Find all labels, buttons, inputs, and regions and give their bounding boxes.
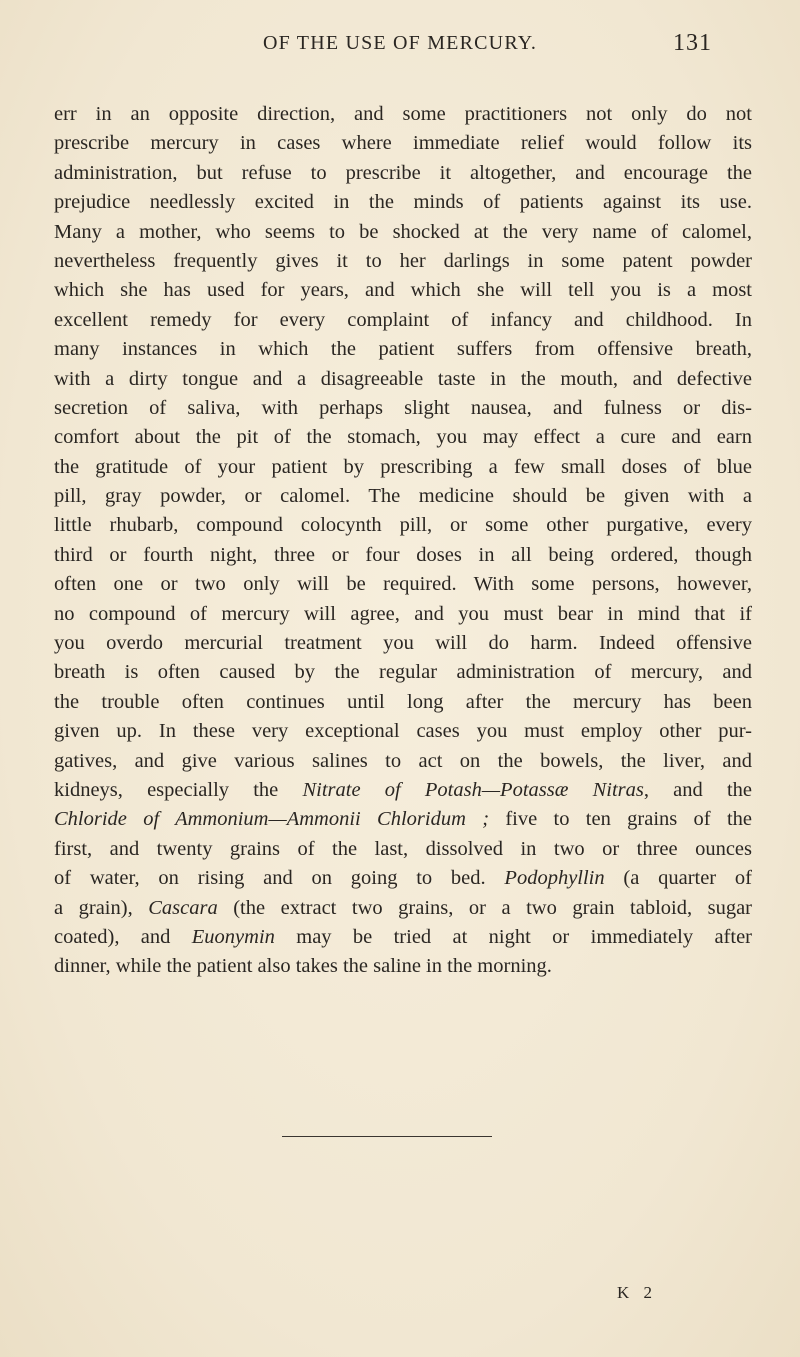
running-head [0,32,800,62]
text-segment: little rhubarb, compound colocynth pill, or some other purgative, every [54,514,752,537]
text-line [54,100,752,129]
text-line [54,482,752,511]
text-segment: (the extract two grains, or a two grain tabloid, sugar [217,896,753,919]
running-title: OF THE USE OF MERCURY. [262,32,538,54]
text-line [54,541,752,570]
text-segment: many instances in which the patient suffers from offensive breath, [54,338,752,361]
text-segment: no compound of mercury will agree, and you must bear in mind that if [54,602,752,625]
text-line [54,365,752,394]
text-line [54,894,752,923]
text-segment: which she has used for years, and which she will tell you is a most [54,279,752,302]
text-segment: with a dirty tongue and a disagreeable taste in the mouth, and defective [54,367,752,390]
text-line [54,688,752,717]
printer-signature-mark: K 2 [617,1283,658,1302]
text-segment: excellent remedy for every complaint of infancy and childhood. In [54,308,752,331]
italic-term: Euonymin [191,925,275,948]
text-line [54,335,752,364]
text-segment: prejudice needlessly excited in the minds of patients against its use. [54,191,752,214]
text-segment: Many a mother, who seems to be shocked at the very name of calomel, [54,220,752,243]
text-segment: administration, but refuse to prescribe it altogether, and encourage the [54,161,752,184]
text-segment: a grain), [54,896,149,919]
text-line [54,159,752,188]
text-segment: often one or two only will be required. With some persons, however, [54,573,752,596]
text-segment: the trouble often continues until long after the mercury has been [54,690,752,713]
text-line [54,570,752,599]
text-line [54,129,752,158]
text-segment: coated), and [54,925,192,948]
text-segment: dinner, while the patient also takes the saline in the morning. [54,955,552,978]
italic-term: Nitrate of Potash—Potassæ Nitras [302,778,644,801]
text-segment: of water, on rising and on going to bed. [54,867,505,890]
text-segment: the gratitude of your patient by prescribing a few small doses of blue [54,455,752,478]
text-segment: five to ten grains of the [489,808,752,831]
text-segment: given up. In these very exceptional cases you must employ other pur- [54,720,752,743]
text-line [54,952,752,981]
text-segment: breath is often caused by the regular administration of mercury, and [54,661,752,684]
text-line [54,835,752,864]
text-line [54,188,752,217]
italic-term: Cascara [148,896,218,919]
text-segment: secretion of saliva, with perhaps slight nausea, and fulness or dis- [54,396,752,419]
text-line [54,511,752,540]
text-segment: prescribe mercury in cases where immediate relief would follow its [54,132,752,155]
text-line [54,247,752,276]
text-line [54,864,752,893]
text-line [54,423,752,452]
text-segment: nevertheless frequently gives it to her darlings in some patent powder [54,249,752,272]
text-segment: may be tried at night or immediately after [274,925,752,948]
page-number: 131 [673,30,712,56]
text-line [54,600,752,629]
text-line [54,306,752,335]
text-segment: comfort about the pit of the stomach, you may effect a cure and earn [54,426,752,449]
text-segment: pill, gray powder, or calomel. The medicine should be given with a [54,485,752,508]
text-line [54,717,752,746]
text-segment: first, and twenty grains of the last, dissolved in two or three ounces [54,837,752,860]
text-line [54,776,752,805]
text-line [54,629,752,658]
italic-term: Podophyllin [504,867,605,890]
text-segment: (a quarter of [604,867,752,890]
text-line [54,658,752,687]
text-segment: err in an opposite direction, and some practitioners not only do not [54,103,752,125]
text-segment: kidneys, especially the [54,778,303,801]
text-segment: gatives, and give various salines to act on the bowels, the liver, and [54,749,752,772]
text-segment: third or fourth night, three or four doses in all being ordered, though [54,543,752,566]
text-line [54,276,752,305]
body-paragraph [54,100,752,982]
text-line [54,747,752,776]
text-line [54,805,752,834]
text-segment: , and the [643,778,752,801]
text-line [54,218,752,247]
text-line [54,923,752,952]
italic-term: Chloride of Ammonium—Ammonii Chloridum ; [54,808,490,831]
text-segment: you overdo mercurial treatment you will do harm. Indeed offensive [54,632,752,655]
text-line [54,453,752,482]
text-line [54,394,752,423]
section-divider-rule [282,1136,492,1137]
